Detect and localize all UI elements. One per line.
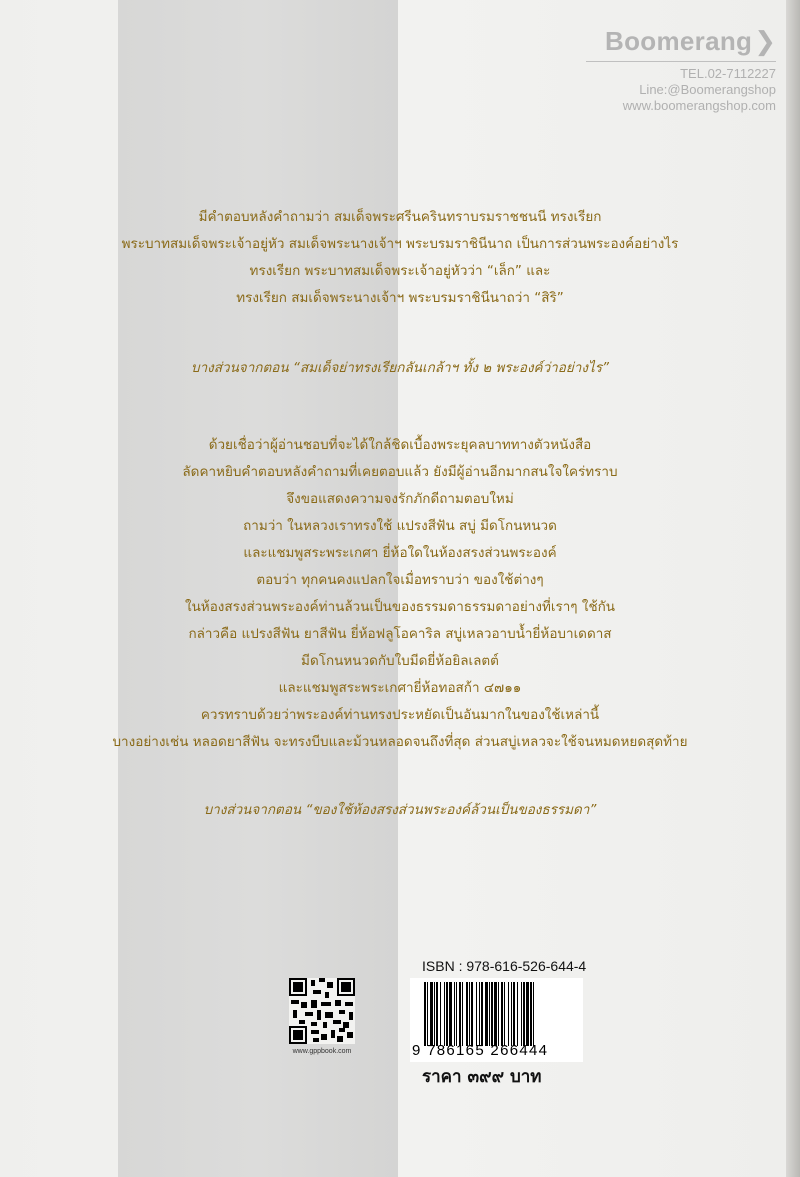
excerpt-line: และแชมพูสระพระเกศา ยี่ห้อใดในห้องสรงส่วนพระองค์ [243, 545, 557, 561]
barcode-bar [449, 982, 452, 1046]
watermark-brand: Boomerang [605, 26, 753, 56]
watermark-web: www.boomerangshop.com [622, 98, 776, 113]
citation-2 [0, 797, 800, 824]
barcode-bar [485, 982, 488, 1046]
excerpt-line: มีคำตอบหลังคำถามว่า สมเด็จพระศรีนครินทราบรมราชชนนี ทรงเรียก [198, 209, 602, 225]
barcode-bar [469, 982, 470, 1046]
chevron-right-icon: ❯ [754, 27, 776, 57]
barcode-bar [494, 982, 497, 1046]
excerpt-line: ทรงเรียก สมเด็จพระนางเจ้าฯ พระบรมราชินีนาถว่า “สิริ” [236, 290, 564, 306]
barcode-bar [456, 982, 457, 1046]
watermark-logo [576, 26, 776, 57]
barcode-bar [427, 982, 428, 1046]
watermark-tel: TEL.02-7112227 [680, 66, 776, 81]
barcode-bar [498, 982, 499, 1046]
isbn-label: ISBN : 978-616-526-644-4 [422, 958, 587, 974]
barcode-bar [440, 982, 441, 1046]
excerpt-line: ลัดคาหยิบคำตอบหลังคำถามที่เคยตอบแล้ว ยังมีผู้อ่านอีกมากสนใจใคร่ทราบ [182, 464, 618, 480]
barcode-bar [526, 982, 529, 1046]
citation-text: บางส่วนจากตอน “ของใช้ห้องสรงส่วนพระองค์ล้วนเป็นของธรรมดา” [203, 802, 597, 818]
barcode-bar [430, 982, 433, 1046]
barcode-bar [444, 982, 445, 1046]
barcode-bar [511, 982, 512, 1046]
barcode-bar [436, 982, 438, 1046]
barcode-bar [471, 982, 473, 1046]
excerpt-line: และแชมพูสระพระเกศายี่ห้อทอสก้า ๔๗๑๑ [278, 680, 522, 696]
barcode-bar [434, 982, 435, 1046]
barcode-bar [479, 982, 480, 1046]
barcode-bar [517, 982, 518, 1046]
citation-1 [0, 355, 800, 382]
barcode-bar [501, 982, 503, 1046]
excerpt-line: มีดโกนหนวดกับใบมีดยี่ห้อยิลเลตต์ [301, 653, 499, 669]
excerpt-line: ทรงเรียก พระบาทสมเด็จพระเจ้าอยู่หัวว่า “เล็ก” และ [249, 263, 551, 279]
barcode-bar [513, 982, 515, 1046]
barcode-bar [533, 982, 534, 1046]
citation-text: บางส่วนจากตอน “สมเด็จย่าทรงเรียกลันเกล้าฯ ทั้ง ๒ พระองค์ว่าอย่างไร” [191, 360, 609, 376]
barcode-bar [462, 982, 463, 1046]
barcode-bar [424, 982, 426, 1046]
excerpt-line: ถามว่า ในหลวงเราทรงใช้ แปรงสีฟัน สบู่ มีดโกนหนวด [243, 518, 557, 534]
barcode-bar [476, 982, 477, 1046]
barcode-icon [424, 982, 576, 1046]
barcode-bar [523, 982, 525, 1046]
barcode-bar [491, 982, 493, 1046]
qr-code-icon [289, 978, 355, 1044]
barcode-digits: 9 786165 266444 [412, 1042, 549, 1059]
watermark-divider [586, 61, 776, 62]
excerpt-line: พระบาทสมเด็จพระเจ้าอยู่หัว สมเด็จพระนางเจ้าฯ พระบรมราชินีนาถ เป็นการส่วนพระองค์อย่างไร [121, 236, 679, 252]
barcode-bar [466, 982, 468, 1046]
barcode-bar [454, 982, 455, 1046]
excerpt-line: กล่าวคือ แปรงสีฟัน ยาสีฟัน ยี่ห้อฟลูโอคาริล สบู่เหลวอาบน้ำยี่ห้อบาเดดาส [188, 626, 612, 642]
excerpt-line: จึงขอแสดงความจงรักภักดีถามตอบใหม่ [286, 491, 514, 507]
barcode-bar [481, 982, 483, 1046]
price-label: ราคา ๓๙๙ บาท [422, 1067, 542, 1087]
watermark [576, 26, 776, 114]
barcode-bar [508, 982, 509, 1046]
barcode-bar [446, 982, 448, 1046]
excerpt-line: ด้วยเชื่อว่าผู้อ่านชอบที่จะได้ใกล้ชิดเบื้องพระยุคลบาททางตัวหนังสือ [208, 437, 592, 453]
barcode-box [410, 978, 583, 1062]
barcode-bar [459, 982, 461, 1046]
barcode-bar [489, 982, 490, 1046]
qr-url: www.gppbook.com [292, 1048, 352, 1055]
excerpt-block-2 [0, 432, 800, 756]
excerpt-line: ควรทราบด้วยว่าพระองค์ท่านทรงประหยัดเป็นอันมากในของใช้เหล่านี้ [200, 707, 600, 723]
barcode-bar [530, 982, 532, 1046]
excerpt-line: บางอย่างเช่น หลอดยาสีฟัน จะทรงบีบและม้วนหลอดจนถึงที่สุด ส่วนสบู่เหลวจะใช้จนหมดหยดสุดท้าย [112, 734, 688, 750]
watermark-line: Line:@Boomerangshop [639, 82, 776, 97]
excerpt-block-1 [0, 204, 800, 312]
barcode-bar [504, 982, 505, 1046]
excerpt-line: ในห้องสรงส่วนพระองค์ท่านล้วนเป็นของธรรมดาธรรมดาอย่างที่เราๆ ใช้กัน [184, 599, 616, 615]
barcode-bar [521, 982, 522, 1046]
excerpt-line: ตอบว่า ทุกคนคงแปลกใจเมื่อทราบว่า ของใช้ต่างๆ [256, 572, 544, 588]
